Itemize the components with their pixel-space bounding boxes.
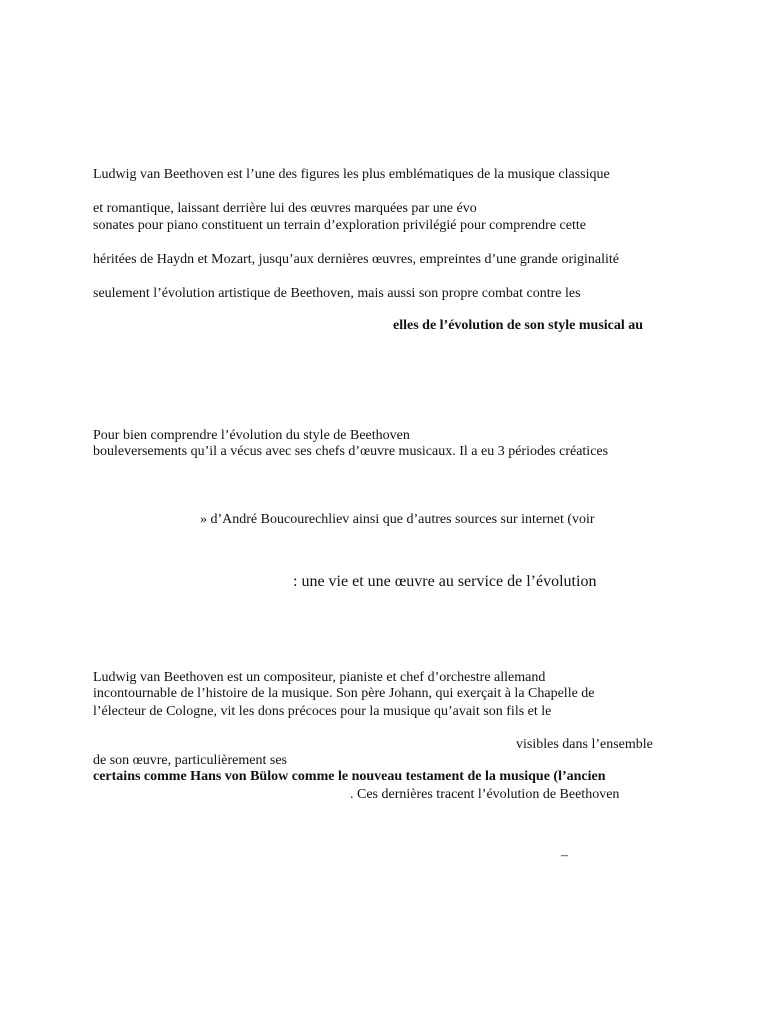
section3-line-4: visibles dans l’ensemble: [516, 737, 653, 752]
intro-line-2: et romantique, laissant derrière lui des œuvres marquées par une évo: [93, 201, 477, 216]
section3-line-6: certains comme Hans von Bülow comme le nouveau testament de la musique (l’ancien: [93, 769, 606, 784]
section2-line-2: bouleversements qu’il a vécus avec ses chefs d’œuvre musicaux. Il a eu 3 périodes créatices: [93, 444, 609, 459]
intro-line-5: seulement l’évolution artistique de Beethoven, mais aussi son propre combat contre les: [93, 286, 581, 301]
intro-line-6: elles de l’évolution de son style musical au: [393, 318, 644, 333]
section3-line-2: incontournable de l’histoire de la musique. Son père Johann, qui exerçait à la Chapelle de: [93, 686, 595, 701]
section2-line-1: Pour bien comprendre l’évolution du style de Beethoven: [93, 428, 410, 443]
trailing-dash: –: [561, 848, 568, 863]
intro-line-1: Ludwig van Beethoven est l’une des figures les plus emblématiques de la musique classique: [93, 167, 610, 182]
intro-line-4: héritées de Haydn et Mozart, jusqu’aux dernières œuvres, empreintes d’une grande originalité: [93, 252, 619, 267]
section2-line-3: » d’André Boucourechliev ainsi que d’autres sources sur internet (voir: [200, 512, 595, 527]
section3-line-1: Ludwig van Beethoven est un compositeur, pianiste et chef d’orchestre allemand: [93, 670, 546, 685]
section3-line-7: . Ces dernières tracent l’évolution de Beethoven: [350, 787, 620, 802]
section3-line-5: de son œuvre, particulièrement ses: [93, 753, 287, 768]
intro-line-3: sonates pour piano constituent un terrain d’exploration privilégié pour comprendre cette: [93, 218, 586, 233]
section3-line-3: l’électeur de Cologne, vit les dons précoces pour la musique qu’avait son fils et le: [93, 704, 552, 719]
section-heading: : une vie et une œuvre au service de l’évolution: [293, 573, 597, 590]
